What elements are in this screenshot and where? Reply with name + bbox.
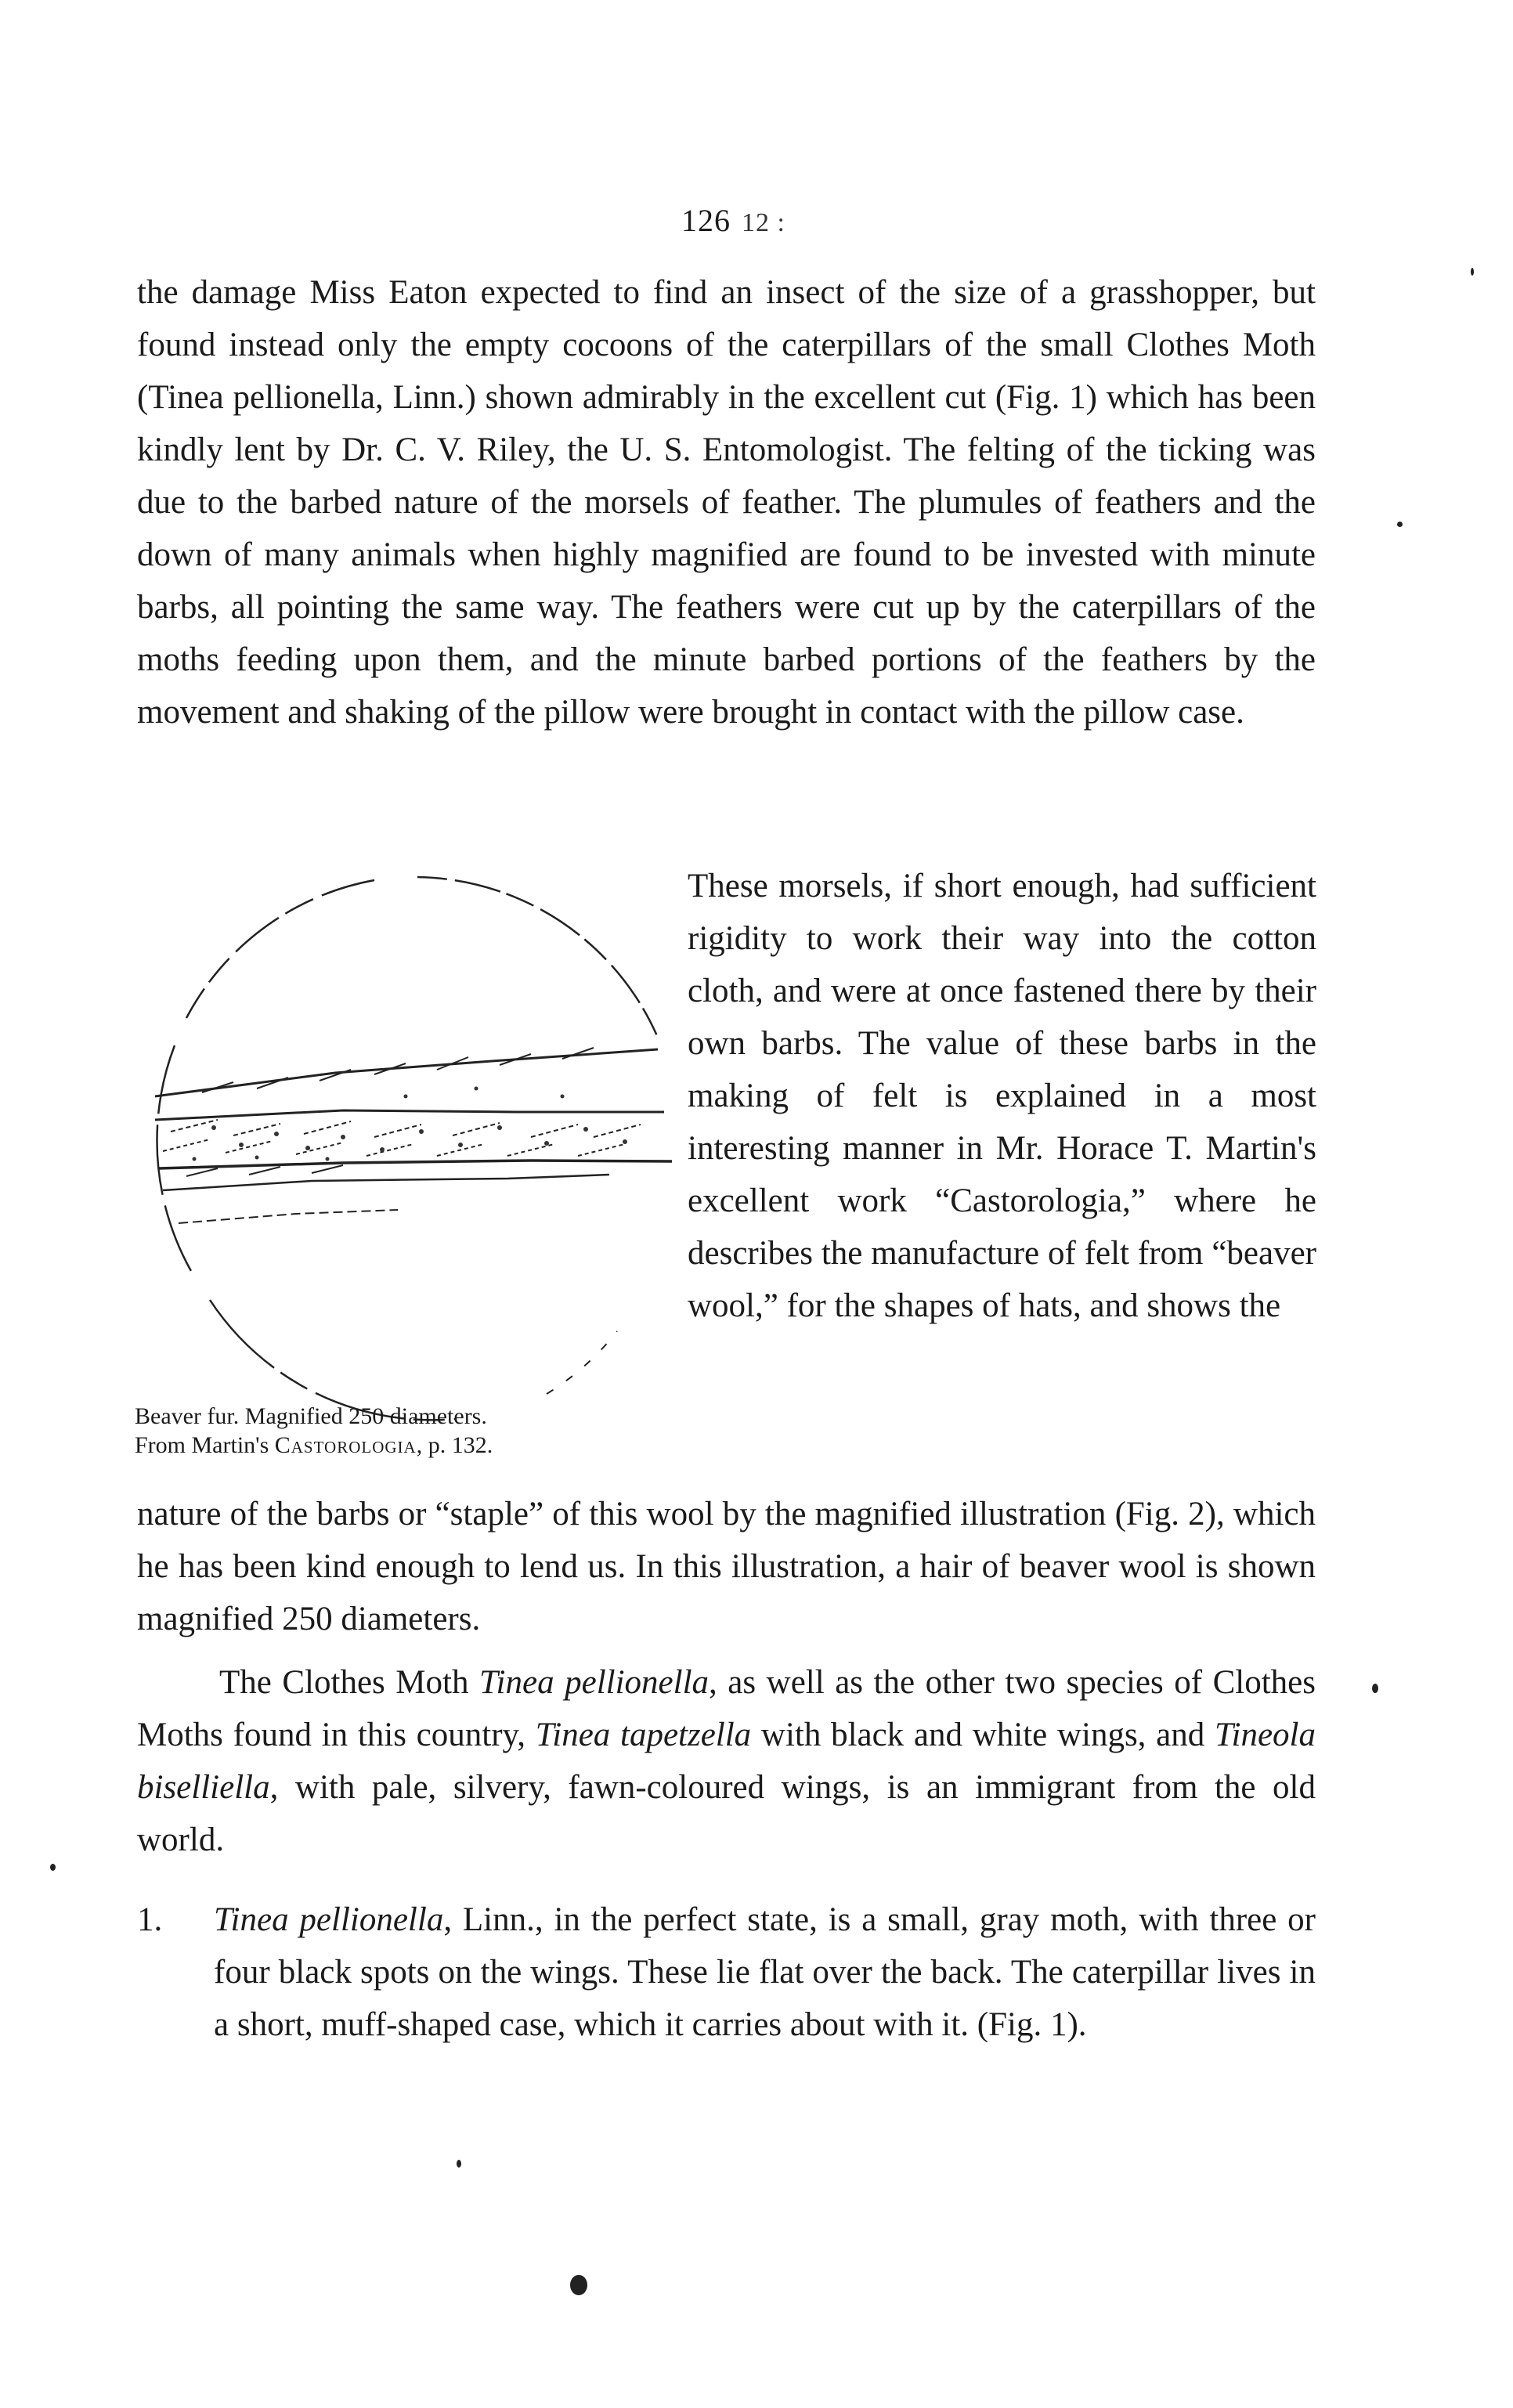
figure-beaver-fur — [139, 861, 695, 1445]
margin-speck — [1471, 268, 1474, 276]
margin-speck — [50, 1864, 56, 1871]
beaver-hair-illustration — [139, 861, 695, 1445]
margin-speck — [1397, 522, 1403, 527]
pencil-annotation: 12 : — [742, 208, 785, 237]
ink-blot — [570, 2275, 587, 2295]
paragraph-2: The Clothes Moth Tinea pellionella, as well as the other two species of Clothes Moths found in this country, Tinea tapetzella with black and white wings, and Tineola biselliella, with pale, silvery, fawn-coloured wings, is an immigrant from the old world. — [137, 1664, 1316, 1858]
species-name: Tinea pellionella — [479, 1664, 710, 1701]
paragraph-1: the damage Miss Eaton expected to find an insect of the size of a grasshopper, but found instead only the empty cocoons of the caterpillars of the small Clothes Moth (Tinea pellionella, Linn.) shown admirably in the excellent cut (Fig. 1) which has been kindly lent by Dr. C. V. Riley, the U. S. Entomologist. The felting of the ticking was due to the barbed nature of the morsels of feather. The plumules of feathers and the down of many animals when highly magnified are found to be invested with minute barbs, all pointing the same way. The feathers were cut up by the caterpillars of the moths feeding upon them, and the minute barbed portions of the feathers by the movement and shaking of the pillow were brought in contact with the pillow case. — [137, 274, 1316, 731]
species-name: Tineola biselliella — [137, 1717, 1316, 1806]
figure-caption: Beaver fur. Magnified 250 diameters. From Martin's Castorologia, p. 132. — [135, 1403, 493, 1458]
paragraph-1-continuation: nature of the barbs or “staple” of this wool by the magnified illustration (Fig. 2), which he has been kind enough to lend us. In this illustration, a hair of beaver wool is shown magnified 250 diameters. — [137, 1496, 1316, 1637]
paragraph-1-wrap-column: These morsels, if short enough, had sufficient rigidity to work their way into the cotton cloth, and were at once fastened there by their own barbs. The value of these barbs in the making of felt is explained in a most interesting manner in Mr. Horace T. Martin's excellent work “Castorologia,” where he describes the manufacture of felt from “beaver wool,” for the shapes of hats, and shows the — [688, 868, 1316, 1324]
margin-speck — [457, 2160, 461, 2168]
species-name: Tinea pellionella — [214, 1901, 444, 1938]
footnote-number: 1. — [137, 1901, 163, 1938]
species-name: Tinea tapetzella — [535, 1717, 752, 1753]
margin-speck — [1372, 1684, 1378, 1693]
footnote: 1. Tinea pellionella, Linn., in the perfect state, is a small, gray moth, with three or four black spots on the wings. These lie flat over the back. The caterpillar lives in a short, muff-shaped case, which it carries about with it. (Fig. 1). — [137, 1894, 1316, 2051]
page-number: 126 12 : — [681, 203, 785, 238]
